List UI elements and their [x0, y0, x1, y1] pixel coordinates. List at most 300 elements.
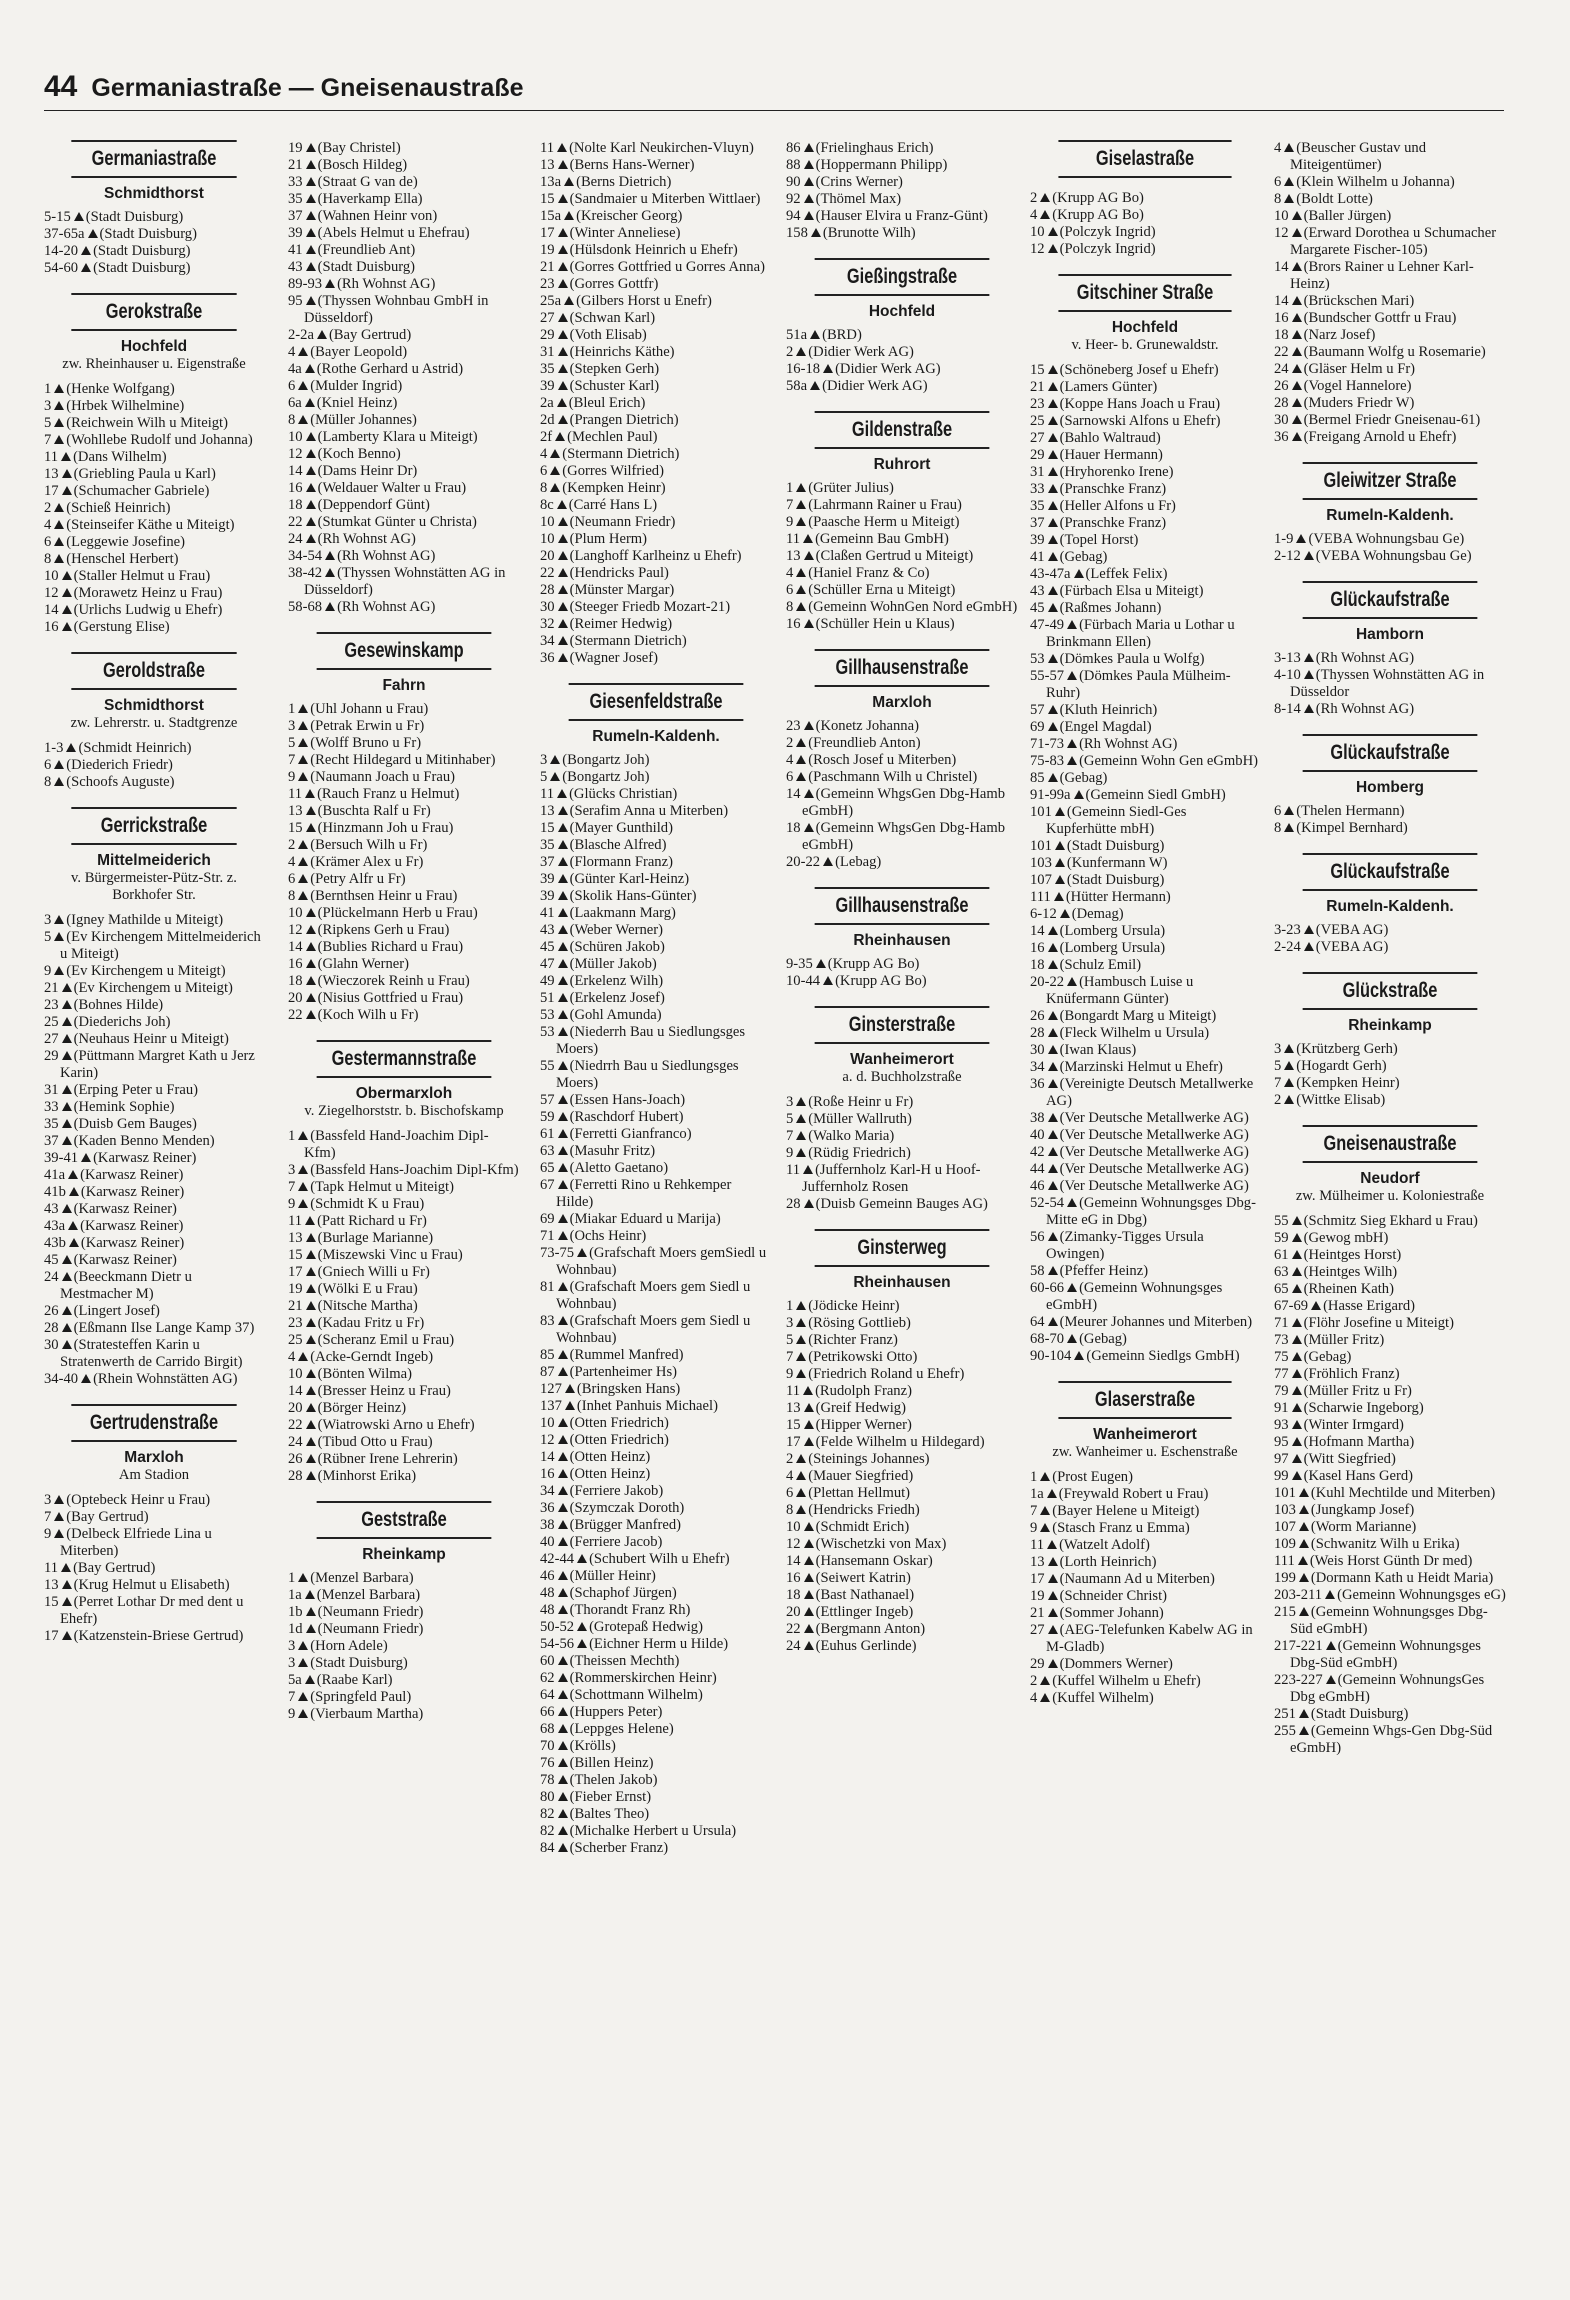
owner-entry [1030, 1025, 1260, 1042]
owner-name: (Fürbach Maria u Lothar u Brinkmann Ellen) [1046, 617, 1235, 650]
house-number: 31 [44, 1082, 59, 1098]
owner-entry [44, 1252, 264, 1269]
house-number: 13 [44, 466, 59, 482]
owner-entry [288, 1247, 520, 1264]
owner-entry [1030, 1503, 1260, 1520]
owner-name: (Ver Deutsche Metallwerke AG) [1059, 1127, 1249, 1143]
owner-name: (Wohllebe Rudolf und Johanna) [66, 432, 253, 448]
owner-name: (VEBA AG) [1315, 922, 1389, 938]
owner-name: (Stadt Duisburg) [310, 1655, 408, 1671]
street-name: Gerokstraße [71, 293, 236, 331]
owner-entry [1030, 1656, 1260, 1673]
owner-name: (Gemeinn Bau GmbH) [815, 531, 949, 547]
owner-name: (Rh Wohnst AG) [337, 548, 436, 564]
triangle-marker-icon [306, 483, 316, 492]
owner-entry [786, 157, 1018, 174]
triangle-marker-icon [1048, 1591, 1058, 1600]
owner-entry [288, 344, 520, 361]
owner-name: (Vereinigte Deutsch Metallwerke AG) [1046, 1076, 1254, 1109]
house-number: 8 [786, 1502, 794, 1518]
street-section [1030, 274, 1260, 1365]
owner-entry [288, 1383, 520, 1400]
triangle-marker-icon [1284, 806, 1294, 815]
street-name: Gillhausenstraße [815, 649, 990, 687]
house-number: 47 [540, 956, 555, 972]
house-number: 47-49 [1030, 617, 1065, 633]
triangle-marker-icon [306, 500, 316, 509]
house-number: 15 [540, 191, 555, 207]
owner-entry [786, 1553, 1018, 1570]
triangle-marker-icon [558, 228, 568, 237]
house-number: 31 [1030, 464, 1045, 480]
owner-entry [786, 361, 1018, 378]
house-number: 3 [540, 752, 548, 768]
owner-entry [288, 327, 520, 344]
house-number: 25 [288, 1332, 303, 1348]
triangle-marker-icon [1292, 330, 1302, 339]
owner-entry [786, 531, 1018, 548]
owner-name: (Stermann Dietrich) [562, 446, 680, 462]
triangle-marker-icon [564, 296, 574, 305]
owner-entry [1030, 974, 1260, 1008]
owner-name: (Rudolph Franz) [815, 1383, 912, 1399]
triangle-marker-icon [558, 1503, 568, 1512]
house-number: 68-70 [1030, 1331, 1065, 1347]
owner-entry [1030, 1520, 1260, 1537]
owner-entry [44, 1560, 264, 1577]
house-number: 13 [786, 548, 801, 564]
triangle-marker-icon [796, 755, 806, 764]
triangle-marker-icon [306, 1386, 316, 1395]
owner-entry [540, 1500, 772, 1517]
owner-name: (Straat G van de) [317, 174, 418, 190]
owner-entry [1030, 600, 1260, 617]
owner-entry [1030, 224, 1260, 241]
house-number: 103 [1030, 855, 1052, 871]
owner-entry [1030, 583, 1260, 600]
house-number: 8 [1274, 820, 1282, 836]
owner-entry [44, 568, 264, 585]
house-number: 16 [288, 956, 303, 972]
triangle-marker-icon [1292, 1216, 1302, 1225]
owner-name: (Hofmann Martha) [1303, 1434, 1415, 1450]
house-number: 14 [44, 602, 59, 618]
owner-name: (Recht Hildegard u Mitinhaber) [310, 752, 496, 768]
triangle-marker-icon [804, 551, 814, 560]
owner-name: (Euhus Gerlinde) [815, 1638, 917, 1654]
triangle-marker-icon [1048, 1181, 1058, 1190]
owner-name: (Thorandt Franz Rh) [569, 1602, 691, 1618]
house-number: 11 [786, 531, 801, 547]
triangle-marker-icon [62, 1000, 72, 1009]
house-number: 21 [44, 980, 59, 996]
district-name: Marxloh [124, 1449, 184, 1466]
owner-entry [786, 1196, 1018, 1213]
owner-name: (Reichwein Wilh u Miteigt) [66, 415, 228, 431]
owner-entry [288, 565, 520, 599]
column-4 [786, 138, 1018, 2276]
house-number: 86 [786, 140, 801, 156]
owner-name: (Iwan Klaus) [1059, 1042, 1137, 1058]
house-number: 43 [1030, 583, 1045, 599]
owner-entry [1030, 241, 1260, 258]
owner-name: (Müller Heinr) [569, 1568, 656, 1584]
house-number: 30 [1274, 412, 1289, 428]
triangle-marker-icon [298, 1165, 308, 1174]
house-number: 10 [540, 531, 555, 547]
house-number: 4 [44, 517, 52, 533]
owner-entry [786, 225, 1018, 242]
street-name: Gillhausenstraße [815, 887, 990, 925]
owner-entry [1274, 225, 1506, 259]
owner-name: (Burlage Marianne) [317, 1230, 434, 1246]
owner-name: (Bernthsen Heinr u Frau) [310, 888, 458, 904]
owner-name: (Bay Gertrud) [73, 1560, 156, 1576]
house-number: 14 [1274, 259, 1289, 275]
owner-name: (Duisb Gem Bauges) [73, 1116, 197, 1132]
triangle-marker-icon [54, 1495, 64, 1504]
owner-name: (Gebag) [1303, 1349, 1352, 1365]
triangle-marker-icon [558, 415, 568, 424]
owner-name: (Bersuch Wilh u Fr) [310, 837, 428, 853]
street-section [1274, 972, 1506, 1109]
house-number: 61 [1274, 1247, 1289, 1263]
owner-entry [44, 1320, 264, 1337]
triangle-marker-icon [1048, 416, 1058, 425]
owner-name: (Karwasz Reiner) [80, 1184, 185, 1200]
triangle-marker-icon [823, 364, 833, 373]
street-section [44, 652, 264, 791]
house-number: 42-44 [540, 1551, 575, 1567]
owner-name: (Paschmann Wilh u Christel) [808, 769, 978, 785]
house-number: 11 [540, 786, 555, 802]
owner-entry [288, 888, 520, 905]
house-number: 45 [1030, 600, 1045, 616]
triangle-marker-icon [298, 704, 308, 713]
page-number: 44 [44, 70, 78, 103]
owner-entry [1030, 1673, 1260, 1690]
owner-entry [1274, 1587, 1506, 1604]
owner-entry [1030, 1469, 1260, 1486]
house-number: 12 [288, 922, 303, 938]
owner-entry [540, 480, 772, 497]
owner-name: (Bay Gertrud) [328, 327, 412, 343]
owner-name: (Baumann Wolfg u Rosemarie) [1303, 344, 1486, 360]
triangle-marker-icon [1298, 1556, 1308, 1565]
house-number: 90-104 [1030, 1348, 1072, 1364]
house-number: 25a [540, 293, 562, 309]
house-number: 39 [288, 225, 303, 241]
triangle-marker-icon [558, 1690, 568, 1699]
owner-entry [540, 854, 772, 871]
house-number: 5 [1274, 1058, 1282, 1074]
triangle-marker-icon [804, 1437, 814, 1446]
owner-entry [540, 1160, 772, 1177]
triangle-marker-icon [558, 619, 568, 628]
owner-entry [786, 1451, 1018, 1468]
house-number: 8-14 [1274, 701, 1301, 717]
house-number: 255 [1274, 1723, 1296, 1739]
house-number: 15 [44, 1594, 59, 1610]
owner-name: (Raabe Karl) [316, 1672, 393, 1688]
owner-name: (Ferriere Jacob) [569, 1534, 663, 1550]
owner-name: (Karwasz Reiner) [93, 1150, 197, 1166]
house-number: 3-13 [1274, 650, 1301, 666]
house-number: 61 [540, 1126, 555, 1142]
owner-name: (Glahn Werner) [317, 956, 409, 972]
owner-name: (Griebling Paula u Karl) [73, 466, 216, 482]
triangle-marker-icon [298, 738, 308, 747]
owner-entry [288, 973, 520, 990]
house-number: 127 [540, 1381, 562, 1397]
owner-name: (Gemeinn Siedlgs GmbH) [1086, 1348, 1240, 1364]
owner-name: (Zimanky-Tigges Ursula Owingen) [1046, 1229, 1204, 1262]
owner-entry [288, 1315, 520, 1332]
triangle-marker-icon [558, 874, 568, 883]
owner-entry [1274, 1400, 1506, 1417]
house-number: 41 [540, 905, 555, 921]
owner-entry [44, 963, 264, 980]
house-number: 12 [1030, 241, 1045, 257]
house-number: 77 [1274, 1366, 1289, 1382]
house-number: 3 [1274, 1041, 1282, 1057]
triangle-marker-icon [803, 1386, 813, 1395]
triangle-marker-icon [1048, 943, 1058, 952]
house-number: 13 [540, 157, 555, 173]
owner-name: (Steinings Johannes) [808, 1451, 930, 1467]
triangle-marker-icon [558, 381, 568, 390]
owner-entry [288, 718, 520, 735]
triangle-marker-icon [558, 1027, 568, 1036]
owner-entry [44, 1577, 264, 1594]
house-number: 85 [540, 1347, 555, 1363]
triangle-marker-icon [54, 418, 64, 427]
owner-name: (Ev Kirchengem u Miteigt) [66, 963, 226, 979]
owner-entry [1274, 667, 1506, 701]
owner-entry [44, 1048, 264, 1082]
owner-name: (Schoofs Auguste) [66, 774, 175, 790]
house-number: 65 [540, 1160, 555, 1176]
owner-entry [540, 599, 772, 616]
owner-entry [786, 1468, 1018, 1485]
house-number: 25 [1030, 413, 1045, 429]
triangle-marker-icon [62, 1306, 72, 1315]
house-number: 36 [540, 650, 555, 666]
triangle-marker-icon [810, 381, 820, 390]
owner-name: (Scharwie Ingeborg) [1303, 1400, 1424, 1416]
owner-name: (Bresser Heinz u Frau) [317, 1383, 451, 1399]
house-number: 8 [288, 412, 296, 428]
house-number: 88 [786, 157, 801, 173]
house-number: 95 [1274, 1434, 1289, 1450]
triangle-marker-icon [81, 246, 91, 255]
triangle-marker-icon [1047, 1540, 1057, 1549]
district-name: Wanheimerort [1093, 1426, 1197, 1443]
street-name: Giesenfeldstraße [569, 683, 744, 721]
owner-entry [288, 939, 520, 956]
house-number: 5 [786, 1111, 794, 1127]
owner-entry [44, 1167, 264, 1184]
triangle-marker-icon [558, 534, 568, 543]
owner-entry [288, 429, 520, 446]
owner-name: (Hemink Sophie) [73, 1099, 175, 1115]
triangle-marker-icon [558, 517, 568, 526]
owner-entry [786, 174, 1018, 191]
owner-entry [540, 1721, 772, 1738]
street-section [786, 887, 1018, 990]
owner-name: (Kadau Fritz u Fr) [317, 1315, 425, 1331]
owner-entry [44, 1269, 264, 1303]
owner-entry [288, 820, 520, 837]
owner-name: (Seiwert Katrin) [815, 1570, 911, 1586]
owner-entry [540, 310, 772, 327]
house-number: 43 [540, 922, 555, 938]
house-number: 35 [1030, 498, 1045, 514]
street-section [44, 140, 264, 277]
owner-name: (Lamers Günter) [1059, 379, 1158, 395]
column-3 [540, 138, 772, 2276]
district-name: Marxloh [872, 694, 932, 711]
owner-name: (Krupp AG Bo) [827, 956, 920, 972]
triangle-marker-icon [306, 194, 316, 203]
triangle-marker-icon [1048, 1147, 1058, 1156]
house-number: 107 [1274, 1519, 1296, 1535]
triangle-marker-icon [1067, 1198, 1077, 1207]
owner-name: (Niederrh Bau u Siedlungsges Moers) [556, 1024, 746, 1057]
triangle-marker-icon [1292, 1454, 1302, 1463]
house-number: 20 [540, 548, 555, 564]
house-number: 103 [1274, 1502, 1296, 1518]
house-number: 111 [1274, 1553, 1295, 1569]
triangle-marker-icon [1048, 244, 1058, 253]
district-name: Rumeln-Kaldenh. [592, 728, 720, 745]
owner-name: (Polczyk Ingrid) [1059, 224, 1156, 240]
owner-name: (Horn Adele) [310, 1638, 388, 1654]
owner-entry [1274, 1519, 1506, 1536]
house-number: 46 [1030, 1178, 1045, 1194]
street-section [1274, 734, 1506, 837]
owner-name: (Neumann Friedr) [317, 1621, 424, 1637]
owner-name: (Didier Werk AG) [822, 378, 928, 394]
owner-entry [1030, 940, 1260, 957]
triangle-marker-icon [1292, 211, 1302, 220]
triangle-marker-icon [298, 891, 308, 900]
triangle-marker-icon [804, 1641, 814, 1650]
owner-entry [540, 1109, 772, 1126]
owner-name: (Bongartz Joh) [562, 752, 650, 768]
house-number: 101 [1274, 1485, 1296, 1501]
owner-name: (Masuhr Fritz) [569, 1143, 656, 1159]
owner-name: (VEBA AG) [1315, 939, 1389, 955]
triangle-marker-icon [558, 347, 568, 356]
house-number: 9 [44, 963, 52, 979]
triangle-marker-icon [1299, 1607, 1309, 1616]
owner-entry [786, 1383, 1018, 1400]
owner-name: (Fleck Wilhelm u Ursula) [1059, 1025, 1210, 1041]
owner-entry [1274, 208, 1506, 225]
owner-name: (Hrbek Wilhelmine) [66, 398, 185, 414]
triangle-marker-icon [558, 1588, 568, 1597]
street-section [288, 1040, 520, 1485]
house-number: 6 [44, 757, 52, 773]
house-number: 4 [540, 446, 548, 462]
triangle-marker-icon [565, 1401, 575, 1410]
owner-name: (Bay Gertrud) [66, 1509, 149, 1525]
owner-entry [288, 1162, 520, 1179]
street-range: zw. Mülheimer u. Koloniestraße [1295, 1188, 1485, 1204]
street-name: Gesewinskamp [317, 632, 492, 670]
owner-name: (Lingert Josef) [73, 1303, 160, 1319]
owner-entry [540, 1211, 772, 1228]
house-number: 101 [1030, 804, 1052, 820]
owner-name: (Wischetzki von Max) [815, 1536, 947, 1552]
house-number: 7 [288, 1689, 296, 1705]
owner-name: (Niedrrh Bau u Siedlungsges Moers) [556, 1058, 739, 1091]
owner-entry [288, 531, 520, 548]
owner-name: (Laakmann Marg) [569, 905, 676, 921]
house-number: 11 [786, 1383, 801, 1399]
triangle-marker-icon [1292, 432, 1302, 441]
owner-name: (Kuffel Wilhelm u Ehefr) [1052, 1673, 1201, 1689]
owner-name: (Friedrich Roland u Ehefr) [808, 1366, 965, 1382]
house-number: 2 [288, 837, 296, 853]
triangle-marker-icon [558, 1656, 568, 1665]
owner-name: (Miszewski Vinc u Frau) [317, 1247, 463, 1263]
triangle-marker-icon [558, 1316, 568, 1325]
house-number: 6a [288, 395, 302, 411]
house-number: 22 [540, 565, 555, 581]
house-number: 101 [1030, 838, 1052, 854]
triangle-marker-icon [1067, 1283, 1077, 1292]
owner-entry [288, 361, 520, 378]
owner-name: (Plückelmann Herb u Frau) [317, 905, 478, 921]
owner-name: (Beeckmann Dietr u Mestmacher M) [60, 1269, 192, 1302]
owner-entry [288, 1638, 520, 1655]
triangle-marker-icon [558, 908, 568, 917]
house-number: 16 [540, 1466, 555, 1482]
house-number: 22 [1274, 344, 1289, 360]
owner-name: (Brügger Manfred) [569, 1517, 682, 1533]
owner-entry [786, 1400, 1018, 1417]
owner-name: (Rh Wohnst AG) [337, 599, 436, 615]
triangle-marker-icon [558, 1843, 568, 1852]
triangle-marker-icon [823, 857, 833, 866]
triangle-marker-icon [1292, 1352, 1302, 1361]
street-range: Am Stadion [118, 1467, 190, 1483]
house-number: 137 [540, 1398, 562, 1414]
owner-entry [540, 1823, 772, 1840]
owner-entry [540, 1432, 772, 1449]
owner-name: (Flormann Franz) [569, 854, 673, 870]
owner-entry [44, 602, 264, 619]
owner-entry [786, 191, 1018, 208]
owner-name: (Bongartz Joh) [562, 769, 650, 785]
house-number: 14 [540, 1449, 555, 1465]
triangle-marker-icon [62, 983, 72, 992]
owner-entry [1030, 1537, 1260, 1554]
owner-name: (Gemeinn Wohn Gen eGmbH) [1079, 753, 1258, 769]
triangle-marker-icon [1299, 1539, 1309, 1548]
owner-entry [1030, 413, 1260, 430]
owner-entry [1274, 293, 1506, 310]
owner-name: (Leffek Felix) [1085, 566, 1168, 582]
triangle-marker-icon [1304, 704, 1314, 713]
owner-entry [1030, 702, 1260, 719]
owner-entry [540, 769, 772, 786]
owner-name: (Otten Friedrich) [569, 1432, 669, 1448]
house-number: 203-211 [1274, 1587, 1323, 1603]
triangle-marker-icon [1067, 620, 1077, 629]
